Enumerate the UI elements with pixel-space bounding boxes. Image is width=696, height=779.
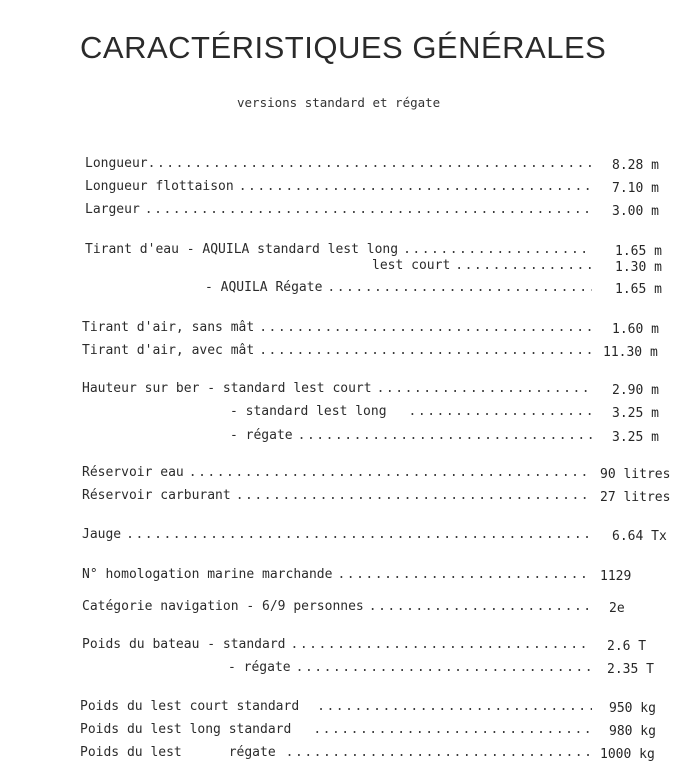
spec-row-poids-bateau-regate — [228, 660, 592, 680]
dot-leader — [337, 567, 592, 582]
spec-label: Tirant d'eau - AQUILA standard lest long — [85, 242, 399, 257]
dot-leader — [369, 599, 592, 614]
dot-leader — [298, 428, 592, 443]
spec-value: 2.90 m — [612, 383, 659, 398]
spec-value: 3.00 m — [612, 204, 659, 219]
spec-label: Réservoir carburant — [82, 488, 231, 503]
spec-row-lest-court — [80, 699, 592, 719]
spec-row-hauteur-standard-court — [82, 381, 592, 401]
spec-label: Réservoir eau — [82, 465, 184, 480]
spec-value: 3.25 m — [612, 406, 659, 421]
spec-row-tirant-eau-standard-court — [372, 258, 592, 278]
dot-leader — [259, 343, 592, 358]
dot-leader — [455, 258, 592, 273]
spec-value: 1.65 m — [615, 282, 662, 297]
spec-row-hauteur-regate — [230, 428, 592, 448]
spec-label: Catégorie navigation - 6/9 personnes — [82, 599, 364, 614]
spec-row-lest-long — [80, 722, 592, 742]
spec-value: 8.28 m — [612, 158, 659, 173]
spec-label: N° homologation marine marchande — [82, 567, 333, 582]
spec-label: - régate — [228, 660, 291, 675]
spec-value: 6.64 Tx — [612, 529, 667, 544]
spec-label: - standard lest long — [230, 404, 387, 419]
spec-label: Jauge — [82, 527, 122, 542]
spec-row-homologation — [82, 567, 592, 587]
spec-label: Tirant d'air, avec mât — [82, 343, 255, 358]
spec-value: 1129 — [600, 569, 632, 584]
spec-value: 980 kg — [609, 724, 656, 739]
spec-row-reservoir-carburant — [82, 488, 592, 508]
dot-leader — [291, 637, 593, 652]
dot-leader — [259, 320, 592, 335]
spec-value: 3.25 m — [612, 430, 659, 445]
spec-row-poids-bateau-standard — [82, 637, 592, 657]
spec-label: Longueur flottaison — [85, 179, 234, 194]
spec-label: Poids du lest long standard — [80, 722, 292, 737]
spec-label: Hauteur sur ber - standard lest court — [82, 381, 372, 396]
dot-leader — [327, 280, 592, 295]
dot-leader — [145, 202, 592, 217]
dot-leader — [236, 488, 592, 503]
spec-row-tirant-air-sans-mat — [82, 320, 592, 340]
spec-label: Poids du lest court standard — [80, 699, 300, 714]
dot-leader — [377, 381, 592, 396]
spec-label: Longueur — [85, 156, 148, 171]
dot-leader — [403, 242, 592, 257]
spec-row-lest-regate — [80, 745, 592, 765]
spec-label: Tirant d'air, sans mât — [82, 320, 255, 335]
dot-leader — [126, 527, 592, 542]
dot-leader — [409, 404, 592, 419]
spec-label: Largeur — [85, 202, 140, 217]
spec-row-tirant-eau-regate — [205, 280, 592, 300]
dot-leader — [286, 745, 592, 760]
spec-row-jauge — [82, 527, 592, 547]
spec-row-tirant-air-avec-mat — [82, 343, 592, 363]
spec-value: 7.10 m — [612, 181, 659, 196]
spec-row-categorie — [82, 599, 592, 619]
spec-value: 2e — [609, 601, 625, 616]
spec-label: lest court — [372, 258, 451, 273]
spec-row-largeur — [85, 202, 592, 222]
spec-value: 11.30 m — [603, 345, 658, 360]
page-title: CARACTÉRISTIQUES GÉNÉRALES — [80, 30, 607, 65]
dot-leader — [189, 465, 592, 480]
spec-value: 950 kg — [609, 701, 656, 716]
dot-leader — [317, 699, 592, 714]
spec-row-reservoir-eau — [82, 465, 592, 485]
spec-value: 2.6 T — [607, 639, 647, 654]
spec-label: - régate — [230, 428, 293, 443]
spec-row-hauteur-standard-long — [230, 404, 592, 424]
spec-value: 1.65 m — [615, 244, 662, 259]
spec-value: 27 litres — [600, 490, 671, 505]
spec-value: 2.35 T — [607, 662, 654, 677]
dot-leader — [296, 660, 592, 675]
spec-value: 1.30 m — [615, 260, 662, 275]
spec-label: Poids du bateau - standard — [82, 637, 286, 652]
subtitle: versions standard et régate — [237, 95, 441, 110]
spec-value: 1.60 m — [612, 322, 659, 337]
dot-leader — [239, 179, 592, 194]
spec-value: 90 litres — [600, 467, 671, 482]
spec-value: 1000 kg — [600, 747, 655, 762]
spec-row-longueur-flottaison — [85, 179, 592, 199]
dot-leader — [313, 722, 592, 737]
dot-leader — [148, 156, 592, 171]
spec-label: Poids du lest régate — [80, 745, 276, 760]
spec-row-longueur — [85, 156, 592, 176]
spec-label: - AQUILA Régate — [205, 280, 323, 295]
